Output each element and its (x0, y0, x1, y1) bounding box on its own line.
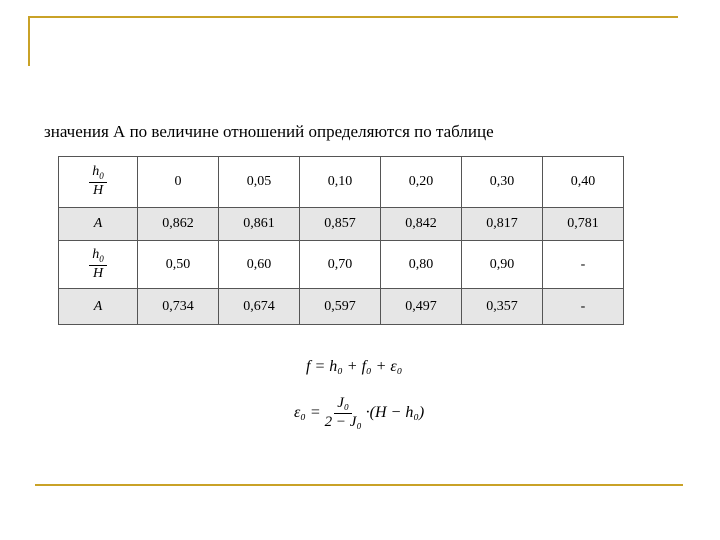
table-cell: 0,70 (300, 241, 381, 289)
formula-epsilon-lhs: ε₀ = (294, 404, 321, 422)
ratio-fraction: $\frac{h_0}{H}$ (89, 248, 107, 282)
table-cell: 0,734 (138, 289, 219, 325)
table-cell: 0,861 (219, 208, 300, 241)
table-cell: 0,497 (381, 289, 462, 325)
decor-vertical-line (28, 16, 30, 66)
formula-epsilon-fraction: $\frac{\text{J₀}}{\text{2 − J₀}}$ (324, 395, 362, 430)
table-cell: 0,20 (381, 157, 462, 208)
a-label-cell: A (59, 208, 138, 241)
table-cell: 0,781 (543, 208, 624, 241)
formula-epsilon (294, 396, 424, 431)
coefficient-table (58, 156, 624, 325)
formula-f: f = h₀ + f₀ + ε₀ (306, 358, 403, 375)
table-row (59, 157, 624, 208)
table-cell: 0,80 (381, 241, 462, 289)
formula-epsilon-rhs: ·(H − h₀) (365, 404, 425, 422)
a-label-cell: A (59, 289, 138, 325)
decor-bottom-line (35, 484, 683, 486)
table-row (59, 289, 624, 325)
table-cell: - (543, 289, 624, 325)
table-cell: 0,05 (219, 157, 300, 208)
table-cell: 0,817 (462, 208, 543, 241)
intro-text: значения А по величине отношений определяются по таблице (44, 122, 494, 141)
table-cell: 0,50 (138, 241, 219, 289)
table-cell: 0,842 (381, 208, 462, 241)
table-cell: 0,30 (462, 157, 543, 208)
table-cell: - (543, 241, 624, 289)
table-row (59, 208, 624, 241)
table-cell: 0,90 (462, 241, 543, 289)
table-cell: 0,357 (462, 289, 543, 325)
ratio-label-cell (59, 241, 138, 289)
ratio-label-cell (59, 157, 138, 208)
table-cell: 0,10 (300, 157, 381, 208)
table-row (59, 241, 624, 289)
table-cell: 0,60 (219, 241, 300, 289)
table-cell: 0,857 (300, 208, 381, 241)
table-cell: 0,862 (138, 208, 219, 241)
table-cell: 0,40 (543, 157, 624, 208)
table-cell: 0 (138, 157, 219, 208)
table-cell: 0,597 (300, 289, 381, 325)
decor-top-line (28, 16, 678, 18)
ratio-fraction: $\frac{h_0}{H}$ (89, 165, 107, 199)
table-cell: 0,674 (219, 289, 300, 325)
